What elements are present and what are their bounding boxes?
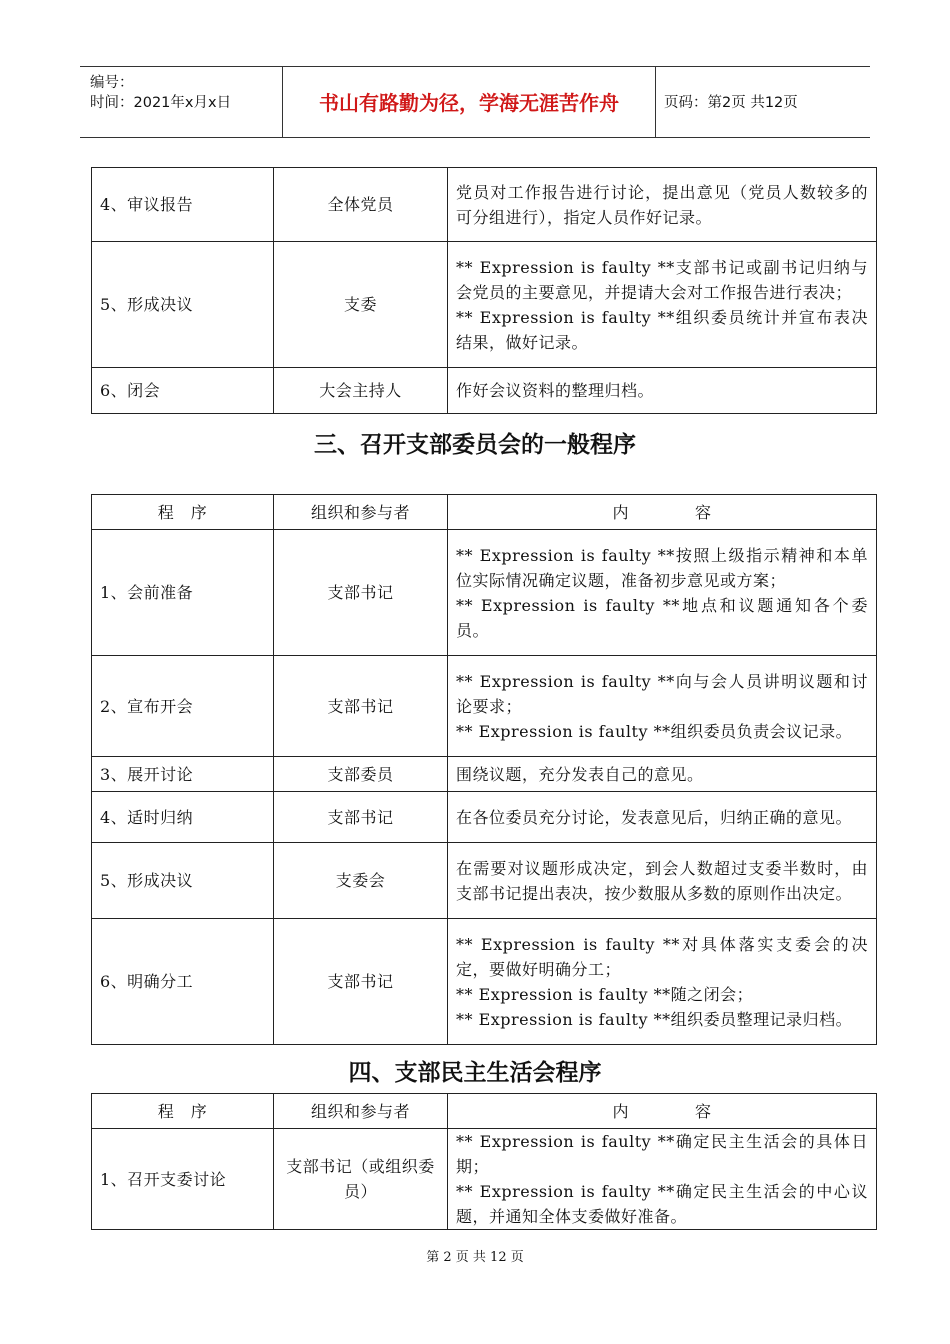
content-line: ** Expression is faulty **组织委员统计并宣布表决结果，做好记录。 [456,307,868,352]
branch-committee-procedure-table [91,494,877,1045]
column-header-content: 内 容 [448,1094,877,1129]
table-row [92,792,877,843]
step-cell: 2、宣布开会 [92,656,274,757]
content-line: ** Expression is faulty **向与会人员讲明议题和讨论要求； [456,671,868,716]
step-cell: 4、审议报告 [92,168,274,242]
column-header-content: 内 容 [448,495,877,530]
content-line: ** Expression is faulty **按照上级指示精神和本单位实际情况确定议题，准备初步意见或方案； [456,545,868,590]
header-page-info: 页码：第2页 共12页 [664,95,798,111]
content-line: ** Expression is faulty **支部书记或副书记归纳与会党员的主要意见，并提请大会对工作报告进行表决； [456,257,868,302]
content-cell [448,656,877,757]
section-title: 三、召开支部委员会的一般程序 [314,432,636,458]
content-line: ** Expression is faulty **组织委员负责会议记录。 [456,721,853,741]
table-row [92,368,877,414]
page-header [80,66,870,138]
step-cell: 1、召开支委讨论 [92,1129,274,1230]
step-cell: 1、会前准备 [92,530,274,656]
content-line: ** Expression is faulty **地点和议题通知各个委员。 [456,595,868,640]
content-line: 围绕议题，充分发表自己的意见。 [456,764,704,784]
participant-cell: 支部书记 [274,530,448,656]
header-motto: 书山有路勤为径，学海无涯苦作舟 [282,67,656,137]
table-row [92,530,877,656]
table-row [92,919,877,1045]
content-cell [448,843,877,919]
table-row [92,242,877,368]
table-row [92,168,877,242]
participant-cell: 支部书记 [274,656,448,757]
content-line: ** Expression is faulty **确定民主生活会的中心议题，并通知全体支委做好准备。 [456,1182,868,1226]
content-cell [448,757,877,792]
content-line: 在需要对议题形成决定，到会人数超过支委半数时，由支部书记提出表决，按少数服从多数的原则作出决定。 [456,858,868,903]
content-cell [448,530,877,656]
content-line: 作好会议资料的整理归档。 [456,381,655,400]
table-row [92,757,877,792]
table-row [92,1129,877,1230]
step-cell: 6、明确分工 [92,919,274,1045]
content-line: ** Expression is faulty **随之闭会； [456,984,754,1004]
column-header-step: 程 序 [92,1094,274,1129]
content-cell [448,368,877,414]
content-cell [448,168,877,242]
table-header-row [92,495,877,530]
section-title: 四、支部民主生活会程序 [348,1060,602,1086]
participant-cell: 支部书记（或组织委员） [274,1129,448,1230]
header-meta [80,67,282,137]
participant-cell: 支部书记 [274,919,448,1045]
document-number-label: 编号： [90,75,134,91]
column-header-participants: 组织和参与者 [274,1094,448,1129]
content-line: ** Expression is faulty **组织委员整理记录归档。 [456,1009,853,1029]
document-date-label: 时间：2021年x月x日 [90,95,232,111]
table-row [92,843,877,919]
content-line: ** Expression is faulty **确定民主生活会的具体日期； [456,1132,868,1176]
step-cell: 4、适时归纳 [92,792,274,843]
procedure-table-continued [91,167,877,414]
participant-cell: 支委会 [274,843,448,919]
content-line: 在各位委员充分讨论，发表意见后，归纳正确的意见。 [456,807,853,827]
participant-cell: 支部委员 [274,757,448,792]
participant-cell: 大会主持人 [274,368,448,414]
participant-cell: 支部书记 [274,792,448,843]
column-header-participants: 组织和参与者 [274,495,448,530]
page-footer: 第 2 页 共 12 页 [426,1250,524,1265]
content-cell [448,919,877,1045]
participant-cell: 全体党员 [274,168,448,242]
step-cell: 5、形成决议 [92,843,274,919]
content-cell [448,242,877,368]
column-header-step: 程 序 [92,495,274,530]
step-cell: 3、展开讨论 [92,757,274,792]
content-cell [448,1129,877,1230]
democratic-life-meeting-table [91,1093,877,1230]
step-cell: 6、闭会 [92,368,274,414]
participant-cell: 支委 [274,242,448,368]
table-header-row [92,1094,877,1129]
content-line: 党员对工作报告进行讨论，提出意见（党员人数较多的可分组进行），指定人员作好记录。 [456,182,868,227]
content-cell [448,792,877,843]
step-cell: 5、形成决议 [92,242,274,368]
table-row [92,656,877,757]
content-line: ** Expression is faulty **对具体落实支委会的决定，要做好明确分工； [456,934,868,979]
